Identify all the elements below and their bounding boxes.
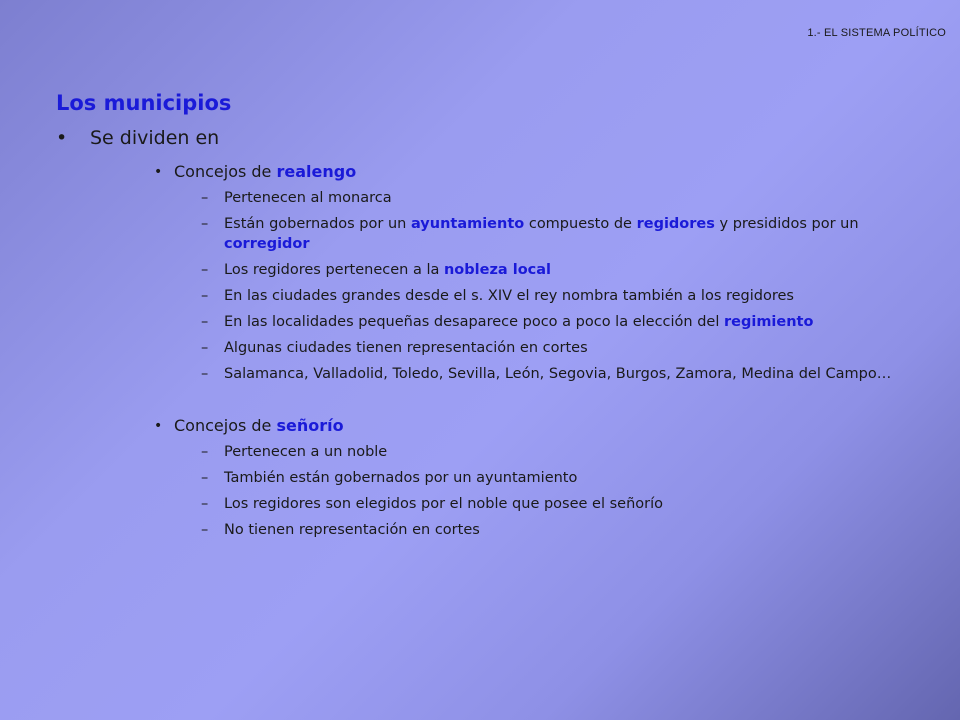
item-text: Salamanca, Valladolid, Toledo, Sevilla, León, Segovia, Burgos, Zamora, Medina del Campo…: [224, 366, 892, 382]
bullet-dash: –: [201, 470, 209, 486]
realengo-term: realengo: [276, 162, 357, 181]
item-text: Pertenecen al monarca: [224, 190, 392, 206]
list-item: [56, 338, 906, 358]
intro-bullet: [56, 124, 906, 152]
item-text: Están gobernados por un: [224, 216, 411, 232]
bullet-dash: –: [201, 366, 209, 382]
highlight-term: regidores: [636, 216, 715, 232]
list-item: [56, 188, 906, 208]
bullet-dash: –: [201, 262, 209, 278]
bullet-dash: –: [201, 340, 209, 356]
list-item: [56, 312, 906, 332]
bullet-dot: •: [154, 164, 163, 180]
senorio-heading: [56, 414, 906, 438]
bullet-dash: –: [201, 444, 209, 460]
item-text: Los regidores son elegidos por el noble que posee el señorío: [224, 496, 664, 512]
list-item: [56, 364, 906, 384]
list-item: [56, 494, 906, 514]
list-item: [56, 214, 906, 254]
list-item: [56, 520, 906, 540]
bullet-dash: –: [201, 190, 209, 206]
item-text: compuesto de: [524, 216, 637, 232]
bullet-dash: –: [201, 314, 209, 330]
bullet-dot: •: [56, 127, 68, 149]
item-text: Algunas ciudades tienen representación en cortes: [224, 340, 588, 356]
item-text: En las localidades pequeñas desaparece poco a poco la elección del: [224, 314, 724, 330]
list-item: [56, 260, 906, 280]
highlight-term: corregidor: [224, 236, 310, 252]
list-item: [56, 442, 906, 462]
realengo-heading: [56, 160, 906, 184]
bullet-dash: –: [201, 496, 209, 512]
section-header: 1.- EL SISTEMA POLÍTICO: [807, 27, 946, 39]
bullet-dash: –: [201, 288, 209, 304]
item-text: También están gobernados por un ayuntamiento: [224, 470, 578, 486]
realengo-prefix: Concejos de: [174, 162, 277, 181]
item-text: Los regidores pertenecen a la: [224, 262, 444, 278]
spacer: [56, 390, 906, 414]
intro-text: Se dividen en: [90, 127, 220, 149]
item-text: En las ciudades grandes desde el s. XIV el rey nombra también a los regidores: [224, 288, 794, 304]
highlight-term: regimiento: [723, 314, 814, 330]
item-text: Pertenecen a un noble: [224, 444, 388, 460]
list-item: [56, 286, 906, 306]
list-item: [56, 468, 906, 488]
item-text: y presididos por un: [714, 216, 859, 232]
bullet-dash: –: [201, 522, 209, 538]
senorio-term: señorío: [276, 416, 344, 435]
highlight-term: nobleza local: [443, 262, 552, 278]
slide-content: [56, 88, 906, 546]
bullet-dash: –: [201, 216, 209, 232]
bullet-dot: •: [154, 418, 163, 434]
senorio-prefix: Concejos de: [174, 416, 277, 435]
highlight-term: ayuntamiento: [410, 216, 525, 232]
slide-title: Los municipios: [56, 91, 232, 115]
item-text: No tienen representación en cortes: [224, 522, 480, 538]
